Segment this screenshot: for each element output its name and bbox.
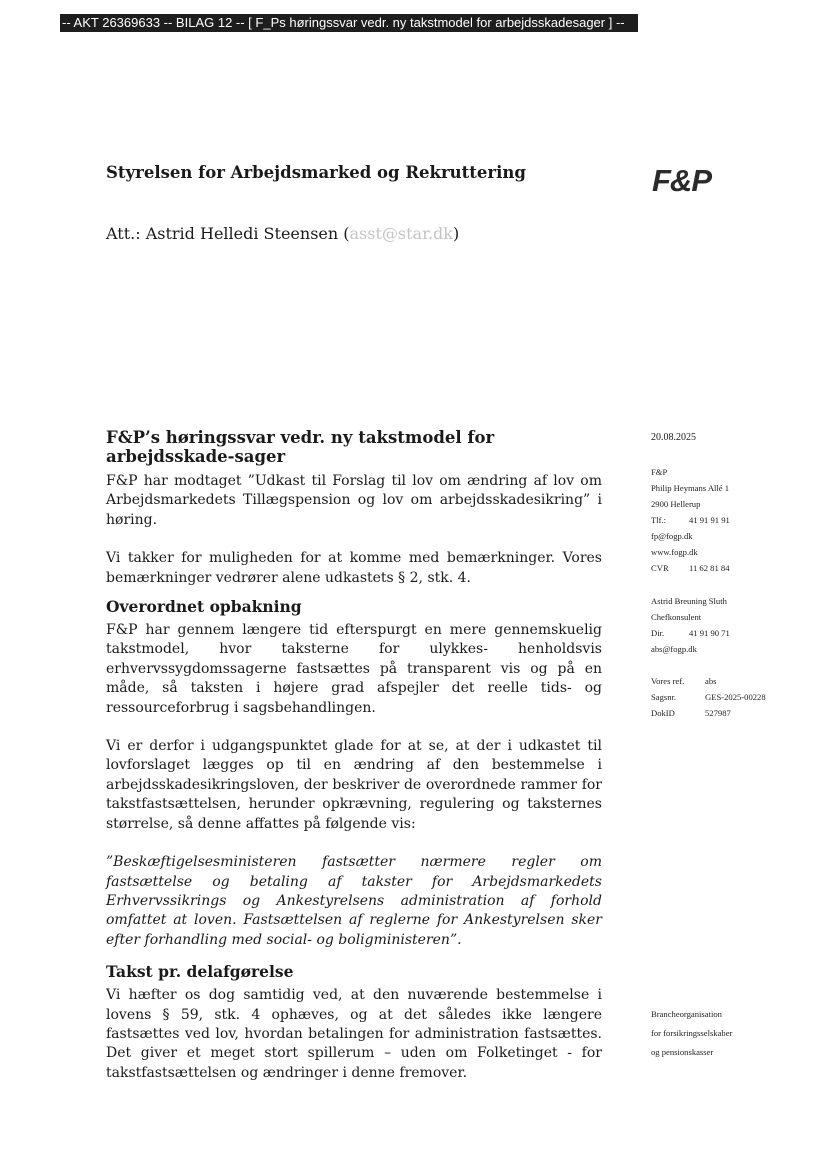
sender-address-1: Philip Heymans Allé 1 bbox=[651, 483, 730, 493]
case-row: Sagsnr. GES-2025-00228 bbox=[651, 692, 766, 702]
paragraph-opbakning-2: Vi er derfor i udgangspunktet glade for at se, at der i udkastet til lovforslaget lægges op til en ændring af den bestemmelse i arbejdsskadesikringsloven, der beskriver de overordnede rammer for takstfastsættelsen, herunder opkrævning, regulering og taksternes størrelse, så denne affattes på følgende vis: bbox=[106, 738, 602, 832]
ref-row: Vores ref. abs bbox=[651, 676, 717, 686]
letter-date: 20.08.2025 bbox=[651, 432, 696, 443]
sender-info bbox=[651, 464, 811, 576]
sender-address-2: 2900 Hellerup bbox=[651, 499, 701, 509]
attention-line bbox=[106, 224, 459, 243]
att-suffix: ) bbox=[452, 224, 460, 243]
sender-phone-row: Tlf.: 41 91 91 91 bbox=[651, 515, 730, 525]
contact-email[interactable]: abs@fogp.dk bbox=[651, 644, 697, 654]
paragraph-opbakning-1: F&P har gennem længere tid efterspurgt en mere gennemskuelig takstmodel, hvor taksterne for ulykkes- henholdsvis erhvervssygdomssagerne fastsættes på transparent vis og på en måde, så taksten i højere grad afspejler det reelle tids- og ressourceforbrug i sagsbehandlingen. bbox=[106, 622, 602, 716]
letter-body bbox=[106, 428, 602, 1083]
footer-line-1: Brancheorganisation bbox=[651, 1009, 722, 1019]
fp-logo: F&P bbox=[652, 163, 711, 198]
letter-title: F&P’s høringssvar vedr. ny takstmodel for arbejdsskade-sager bbox=[106, 428, 495, 466]
contact-info bbox=[651, 593, 811, 657]
recipient-name: Styrelsen for Arbejdsmarked og Rekruttering bbox=[106, 163, 526, 182]
contact-name: Astrid Breuning Sluth bbox=[651, 596, 727, 606]
contact-phone-row: Dir. 41 91 90 71 bbox=[651, 628, 730, 638]
intro-paragraph-2: Vi takker for muligheden for at komme med bemærkninger. Vores bemærkninger vedrører alene udkastets § 2, stk. 4. bbox=[106, 550, 602, 586]
sender-cvr-row: CVR 11 62 81 84 bbox=[651, 563, 730, 573]
att-prefix: Att.: Astrid Helledi Steensen ( bbox=[106, 224, 350, 243]
dokid-row: DokID 527987 bbox=[651, 708, 731, 718]
sender-website[interactable]: www.fogp.dk bbox=[651, 547, 698, 557]
footer-line-2: for forsikringsselskaber bbox=[651, 1028, 733, 1038]
document-stamp: -- AKT 26369633 -- BILAG 12 -- [ F_Ps høringssvar vedr. ny takstmodel for arbejdsskadesager ] -- bbox=[60, 14, 638, 32]
organisation-footer bbox=[651, 1005, 811, 1062]
reference-info bbox=[651, 673, 811, 721]
sender-org: F&P bbox=[651, 467, 668, 477]
intro-paragraph-1: F&P har modtaget ”Udkast til Forslag til lov om ændring af lov om Arbejdsmarkedets Tillægspension og lov om arbejdsskadesikring” i høring. bbox=[106, 473, 602, 528]
contact-title: Chefkonsulent bbox=[651, 612, 702, 622]
footer-line-3: og pensionskasser bbox=[651, 1047, 714, 1057]
quoted-provision: ”Beskæftigelsesministeren fastsætter nærmere regler om fastsættelse og betaling af takster for Arbejdsmarkedets Erhvervssikrings og Ankestyrelsens administration af forhold omfattet at loven. Fastsættelsen af reglerne for Ankestyrelsen sker efter forhandling med social- og boligministeren”. bbox=[106, 854, 602, 948]
section-heading-delafgoerelse: Takst pr. delafgørelse bbox=[106, 962, 294, 982]
sender-email[interactable]: fp@fogp.dk bbox=[651, 531, 693, 541]
att-email-link[interactable]: asst@star.dk bbox=[349, 224, 453, 243]
section-heading-opbakning: Overordnet opbakning bbox=[106, 597, 302, 617]
paragraph-delafgoerelse: Vi hæfter os dog samtidig ved, at den nuværende bestemmelse i lovens § 59, stk. 4 ophæves, og at det således ikke længere fastsættes ved lov, hvordan betalingen for administration fastsættes. Det giver et meget stort spillerum – uden om Folketinget - for takstfastsættelsen og ændringer i denne fremover. bbox=[106, 987, 602, 1081]
